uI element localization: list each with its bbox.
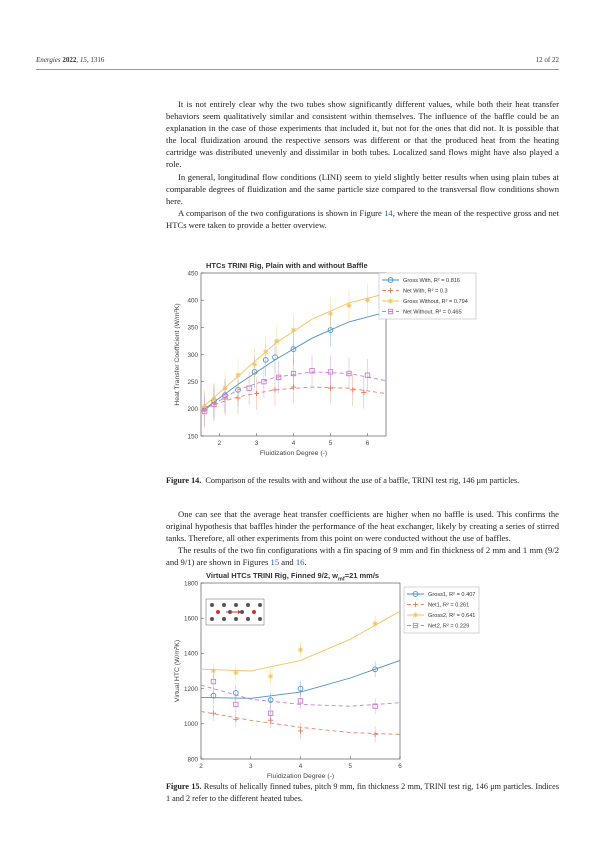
figure-14-chart [166,258,559,470]
data-point [365,298,370,303]
paragraph-4: One can see that the average heat transfer coefficients are higher when no baffle is used. This confirms the original hypothesis that baffles hinder the performance of the heat exchanger, likely by creating a series of stirred tanks. Therefore, all other experiments from this point on were conducted without the use of baffles. [166,509,559,544]
data-point [235,373,240,378]
figure-15-link[interactable]: 15 [270,557,280,568]
x-tick-label: 6 [398,763,402,770]
figure-14-link[interactable]: 14 [384,207,393,218]
x-tick-label: 4 [298,763,303,770]
legend-entry: Gross Without, R² = 0.794 [403,299,468,306]
data-point [291,327,296,332]
data-point [346,303,351,308]
chart-title: Virtual HTCs TRINI Rig, Finned 9/2, $w_{mf}=21$ mm/s [206,571,380,583]
y-tick-label: 350 [187,324,198,332]
data-point [211,668,216,673]
tube-icon [246,603,250,607]
journal-year: 2022 [62,56,77,64]
x-tick-label: 2 [217,440,222,447]
data-point [268,674,273,679]
y-tick-label: 1800 [183,580,198,588]
y-tick-label: 1200 [183,685,198,693]
y-tick-label: 300 [187,351,198,359]
paragraph-1: It is not entirely clear why the two tubes show significantly different values, while both their heat transfer behaviors seem qualitatively similar and consistent within themselves. The influence of the baffle could be an explanation in the case of those experiments that included it, but not for the ones that did not. It is possible that the local fluidization around the respective sensors was different or that the produced heat from the heating cartridge was distributed unevenly and dissimilar in both tubes. Localized sand flows might have also played a role. [166,99,559,170]
legend-entry: Net With, R² = 0.3 [403,288,448,295]
x-tick-label: 5 [348,763,353,770]
legend-entry: Gross1, R² = 0.407 [428,592,476,599]
tube-icon [258,617,262,621]
legend-marker [413,612,418,617]
figure-16-link[interactable]: 16 [295,557,305,568]
tube-icon [258,603,262,607]
y-tick-label: 800 [187,756,198,764]
data-point [233,670,238,675]
paragraph-5: The results of the two fin configurations with a fin spacing of 9 mm and fin thickness of 2 mm and 1 mm (9/2 and 9/1) are shown in Figures 15 and 16. [166,545,559,568]
y-tick-label: 150 [187,433,198,441]
data-point [298,647,303,652]
y-tick-label: 200 [187,406,198,414]
data-point [328,311,333,316]
heated-tube-icon [216,610,220,614]
x-tick-label: 4 [291,440,296,447]
x-tick-label: 2 [199,763,203,770]
data-point [252,362,257,367]
y-tick-label: 1400 [183,650,198,658]
y-axis-label: Virtual HTC (W/m²K) [174,639,181,703]
y-tick-label: 400 [187,297,198,305]
legend-marker [388,298,393,303]
tube-icon [234,603,238,607]
x-tick-label: 3 [248,763,253,770]
heated-tube-icon [252,610,256,614]
legend-entry: Gross2, R² = 0.641 [428,613,476,620]
legend-entry: Net Without, R² = 0.465 [403,309,462,316]
article-number: 1316 [90,56,105,64]
running-header-left: Energies 2022, 15, 1316 [36,56,105,64]
chart-title: HTCs TRINI Rig, Plain with and without Baffle [206,261,368,270]
paragraph-2: In general, longitudinal flow conditions (LINI) seem to yield slightly better results when using plain tubes at comparable degrees of fluidization and the same particle size compared to the transversal flow conditions shown here. [166,171,559,206]
data-point [274,338,279,343]
tube-icon [210,617,214,621]
x-axis-label: Fluidization Degree (-) [259,450,328,457]
page-number: 12 of 22 [535,56,559,64]
header-divider [36,69,559,70]
text-block-top [166,98,559,231]
legend-entry: Gross With, R² = 0.816 [403,278,461,285]
x-axis-label: Fluidization Degree (-) [266,773,335,780]
x-tick-label: 6 [365,440,370,447]
tube-icon [246,617,250,621]
paragraph-3: A comparison of the two configurations is shown in Figure 14, where the mean of the respective gross and net HTCs were taken to provide a better overview. [166,207,559,230]
tube-arrangement-inset [206,599,264,625]
legend-entry: Net2, R² = 0.229 [428,623,470,630]
data-point [373,621,378,626]
text-block-middle [166,508,559,568]
legend-entry: Net1, R² = 0.261 [428,602,470,609]
data-point [263,349,268,354]
figure-15-caption: Figure 15. Results of helically finned tubes, pitch 9 mm, fin thickness 2 mm, TRINI test rig, 146 μm particles. Indices 1 and 2 refer to the different heated tubes. [166,782,560,803]
tube-icon [234,617,238,621]
x-tick-label: 3 [254,440,259,447]
y-tick-label: 1000 [183,721,198,729]
tube-icon [222,603,226,607]
journal-name: Energies [36,56,61,64]
y-tick-label: 250 [187,378,198,386]
y-tick-label: 450 [187,270,198,278]
y-axis-label: Heat Transfer Coefficient (W/m²K) [174,303,181,406]
y-tick-label: 1600 [183,615,198,623]
journal-volume: 15 [79,56,87,64]
figure-14-caption: Figure 14. Comparison of the results with and without the use of a baffle, TRINI test rig, 146 μm particles. [166,476,520,485]
tube-icon [222,617,226,621]
x-tick-label: 5 [328,440,333,447]
tube-icon [210,603,214,607]
